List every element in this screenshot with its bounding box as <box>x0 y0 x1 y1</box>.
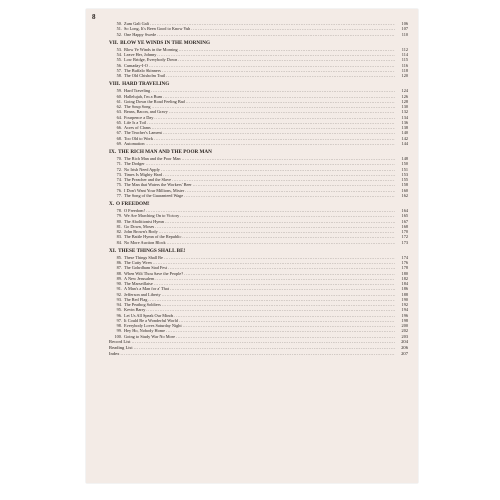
toc-entry <box>114 193 408 198</box>
entry-page: 118 <box>401 67 408 73</box>
entry-page: 138 <box>401 125 408 130</box>
entry-page: 165 <box>401 213 408 219</box>
entry-title: Cumaday-I-O <box>124 62 148 68</box>
entry-number: 100. <box>114 333 122 339</box>
entry-title: One Happy Swede <box>124 31 157 37</box>
entry-title: Hey Ho, Nobody Home <box>124 328 166 334</box>
section-number: VIII. <box>109 81 121 88</box>
entry-number: 79. <box>116 213 122 219</box>
entry-page: 153 <box>401 171 408 177</box>
section-heading <box>109 80 408 88</box>
entry-number: 69. <box>116 140 122 146</box>
entry-number: 75. <box>116 182 122 188</box>
entry-page: 158 <box>401 182 408 188</box>
entry-number: 92. <box>116 291 122 297</box>
entry-page: 182 <box>401 275 408 281</box>
entry-number: 74. <box>116 177 122 182</box>
entry-page: 194 <box>401 307 408 313</box>
entry-title: The Soup Song <box>124 104 151 109</box>
dot-leader <box>120 351 395 357</box>
section-heading <box>109 200 408 208</box>
entry-title: Jefferson and Liberty <box>124 291 161 297</box>
entry-title: Going to Study War No More <box>124 333 176 339</box>
entry-number: 51. <box>116 26 122 32</box>
entry-title: Low Bridge, Everybody Down <box>124 57 178 63</box>
entry-title: Life Is a Toil <box>124 119 147 125</box>
entry-page: 168 <box>401 223 408 229</box>
entry-page: 172 <box>401 234 408 240</box>
entry-number: 73. <box>116 171 122 177</box>
entry-title: Going Down the Road Feeling Bad <box>124 98 185 104</box>
entry-page: 106 <box>401 21 408 26</box>
entry-number: 84. <box>116 239 122 245</box>
entry-page: 110 <box>401 31 408 37</box>
entry-number: 88. <box>116 270 122 276</box>
toc-entry <box>114 141 408 146</box>
entry-number: 96. <box>116 312 122 318</box>
entry-number: 55. <box>116 57 122 63</box>
entry-number: 78. <box>116 208 122 213</box>
section-number: IX. <box>109 149 117 155</box>
entry-number: 65. <box>116 119 122 125</box>
entry-title: Beans, Bacon, and Gravy <box>124 109 168 115</box>
entry-page: 186 <box>401 286 408 292</box>
entry-number: 93. <box>116 296 122 302</box>
entry-number: 56. <box>116 62 122 68</box>
entry-number: 66. <box>116 125 122 130</box>
section-heading <box>109 148 408 156</box>
dot-leader <box>157 32 395 37</box>
entry-page: 203 <box>401 333 408 339</box>
entry-title: No More Auction Block <box>124 239 166 245</box>
entry-page: 198 <box>401 317 408 323</box>
section-heading <box>109 247 408 255</box>
entry-number: 72. <box>116 166 122 172</box>
back-matter-title: Record List <box>109 338 131 344</box>
entry-page: 130 <box>401 104 408 109</box>
entry-number: 98. <box>116 323 122 328</box>
entry-title: A Man's a Man for a' That <box>124 286 169 292</box>
entry-number: 61. <box>116 98 122 104</box>
entry-title: The Peatbog Soldiers <box>124 302 161 307</box>
entry-title: The Battle Hymn of the Republic <box>124 234 182 240</box>
entry-page: 155 <box>401 177 408 182</box>
entry-number: 95. <box>116 307 122 313</box>
entry-page: 160 <box>401 187 408 193</box>
table-of-contents <box>109 21 408 357</box>
entry-title: So Long, It's Been Good to Know Yuh <box>124 26 191 32</box>
entry-page: 151 <box>401 166 408 172</box>
entry-title: The Song of the Guaranteed Wage <box>124 192 184 198</box>
entry-page: 128 <box>401 98 408 104</box>
entry-title: I Don't Want Your Millions, Mister <box>124 187 185 193</box>
entry-title: Everybody Loves Saturday Night <box>124 323 182 328</box>
entry-title: The Rich Man and the Poor Man <box>124 156 181 161</box>
entry-title: The Dodger <box>124 161 145 167</box>
entry-title: Kevin Barry <box>124 307 146 313</box>
entry-title: Hard Traveling <box>124 88 151 94</box>
entry-title: Let Us All Speak Our Minds <box>124 312 174 318</box>
entry-number: 94. <box>116 302 122 307</box>
entry-page: 150 <box>401 161 408 167</box>
entry-title: Go Down, Moses <box>124 223 155 229</box>
entry-number: 68. <box>116 135 122 141</box>
entry-title: The Gohrdham Stad Fest <box>124 265 168 271</box>
entry-number: 86. <box>116 260 122 265</box>
entry-title: The Cutty Wren <box>124 260 152 265</box>
entry-page: 176 <box>401 260 408 265</box>
dot-leader <box>184 193 395 198</box>
entry-title: O Freedom! <box>124 208 145 213</box>
entry-number: 70. <box>116 156 122 161</box>
section-title: THE RICH MAN AND THE POOR MAN <box>118 149 212 155</box>
entry-number: 64. <box>116 114 122 120</box>
entry-title: The Old Chisholm Trail <box>124 73 166 78</box>
entry-title: The Red Flag <box>124 296 148 302</box>
entry-page: 200 <box>401 323 408 328</box>
entry-page: 112 <box>401 46 408 52</box>
entry-title: The Man that Waters the Workers' Beer <box>124 182 192 188</box>
entry-title: Acres of Clams <box>124 125 151 130</box>
entry-page: 188 <box>401 291 408 297</box>
entry-number: 52. <box>116 31 122 37</box>
entry-number: 57. <box>116 67 122 73</box>
entry-number: 62. <box>116 104 122 109</box>
entry-page: 148 <box>401 156 408 161</box>
entry-number: 59. <box>116 88 122 94</box>
entry-page: 174 <box>401 254 408 260</box>
entry-title: A New Jerusalem <box>124 275 155 281</box>
entry-number: 81. <box>116 223 122 229</box>
entry-number: 53. <box>116 46 122 52</box>
entry-page: 167 <box>401 218 408 224</box>
entry-title: Times Is Mighty Hard <box>124 171 163 177</box>
back-matter-title: Index <box>109 351 120 357</box>
entry-title: Blow Ye Winds in the Morning <box>124 46 178 52</box>
entry-number: 77. <box>116 192 122 198</box>
entry-number: 83. <box>116 234 122 240</box>
entry-page: 142 <box>401 135 408 141</box>
entry-number: 67. <box>116 130 122 136</box>
entry-page: 202 <box>401 328 408 334</box>
entry-page: 126 <box>401 93 408 99</box>
entry-page: 184 <box>401 281 408 286</box>
dot-leader <box>167 240 395 245</box>
entry-page: 190 <box>401 296 408 302</box>
entry-number: 85. <box>116 254 122 260</box>
entry-number: 80. <box>116 218 122 224</box>
entry-page: 192 <box>401 302 408 307</box>
entry-title: We Are Marching On to Victory <box>124 213 180 219</box>
entry-title: Leave Her, Johnny <box>124 52 157 57</box>
entry-number: 50. <box>116 21 122 26</box>
entry-title: When Wilt Thou Save the People? <box>124 270 184 276</box>
entry-title: It Could Be a Wonderful World <box>124 317 178 323</box>
dot-leader <box>146 141 395 146</box>
entry-number: 54. <box>116 52 122 57</box>
back-matter-page: 204 <box>401 338 408 344</box>
entry-number: 76. <box>116 187 122 193</box>
entry-title: The Buffalo Skinners <box>124 67 161 73</box>
entry-title: Too Old to Work <box>124 135 153 141</box>
entry-page: 144 <box>401 140 408 146</box>
entry-title: The Teacher's Lament <box>124 130 162 136</box>
entry-page: 178 <box>401 265 408 271</box>
entry-title: The Abolitionist Hymn <box>124 218 164 224</box>
entry-title: The Preacher and the Slave <box>124 177 172 182</box>
dot-leader <box>166 73 395 78</box>
book-page <box>86 9 418 483</box>
entry-number: 82. <box>116 229 122 234</box>
section-heading <box>109 39 408 47</box>
section-title: THESE THINGS SHALL BE! <box>118 247 186 254</box>
toc-entry <box>114 73 408 78</box>
entry-title: These Things Shall Be <box>124 254 163 260</box>
entry-number: 89. <box>116 275 122 281</box>
back-matter-entry <box>109 351 408 357</box>
entry-page: 107 <box>401 26 408 32</box>
entry-title: Zum Gali Gali <box>124 21 150 26</box>
back-matter-title: Reading List <box>109 344 133 350</box>
entry-number: 87. <box>116 265 122 271</box>
back-matter-page: 207 <box>401 351 408 357</box>
entry-number: 58. <box>116 73 122 78</box>
entry-page: 114 <box>401 52 408 57</box>
entry-page: 116 <box>401 62 408 68</box>
entry-number: 63. <box>116 109 122 115</box>
entry-page: 115 <box>401 57 408 63</box>
entry-page: 132 <box>401 109 408 115</box>
entry-page: 180 <box>401 270 408 276</box>
entry-page: 134 <box>401 114 408 120</box>
entry-title: No Irish Need Apply <box>124 166 160 172</box>
section-number: XI. <box>109 247 117 254</box>
section-title: O FREEDOM! <box>116 201 150 207</box>
toc-entry <box>114 240 408 245</box>
entry-page: 136 <box>401 119 408 125</box>
entry-page: 196 <box>401 312 408 318</box>
toc-entry <box>114 32 408 37</box>
section-title: BLOW YE WINDS IN THE MORNING <box>120 39 210 46</box>
page-number: 8 <box>92 13 96 21</box>
entry-title: Hallelujah, I'm a Bum <box>124 93 163 99</box>
entry-number: 99. <box>116 328 122 334</box>
entry-title: The Marseillaise <box>124 281 153 286</box>
section-number: VII. <box>109 39 119 46</box>
section-title: HARD TRAVELING <box>122 81 170 88</box>
entry-page: 170 <box>401 229 408 234</box>
entry-number: 97. <box>116 317 122 323</box>
entry-number: 71. <box>116 161 122 167</box>
section-number: X. <box>109 201 115 207</box>
back-matter-page: 206 <box>401 344 408 350</box>
entry-title: Automation <box>124 140 145 146</box>
entry-page: 162 <box>401 192 408 198</box>
entry-page: 120 <box>401 73 408 78</box>
entry-title: John Brown's Body <box>124 229 158 234</box>
entry-page: 124 <box>401 88 408 94</box>
entry-number: 91. <box>116 286 122 292</box>
entry-page: 140 <box>401 130 408 136</box>
entry-page: 164 <box>401 208 408 213</box>
entry-title: Fourpence a Day <box>124 114 154 120</box>
entry-number: 60. <box>116 93 122 99</box>
entry-number: 90. <box>116 281 122 286</box>
entry-page: 173 <box>401 239 408 245</box>
